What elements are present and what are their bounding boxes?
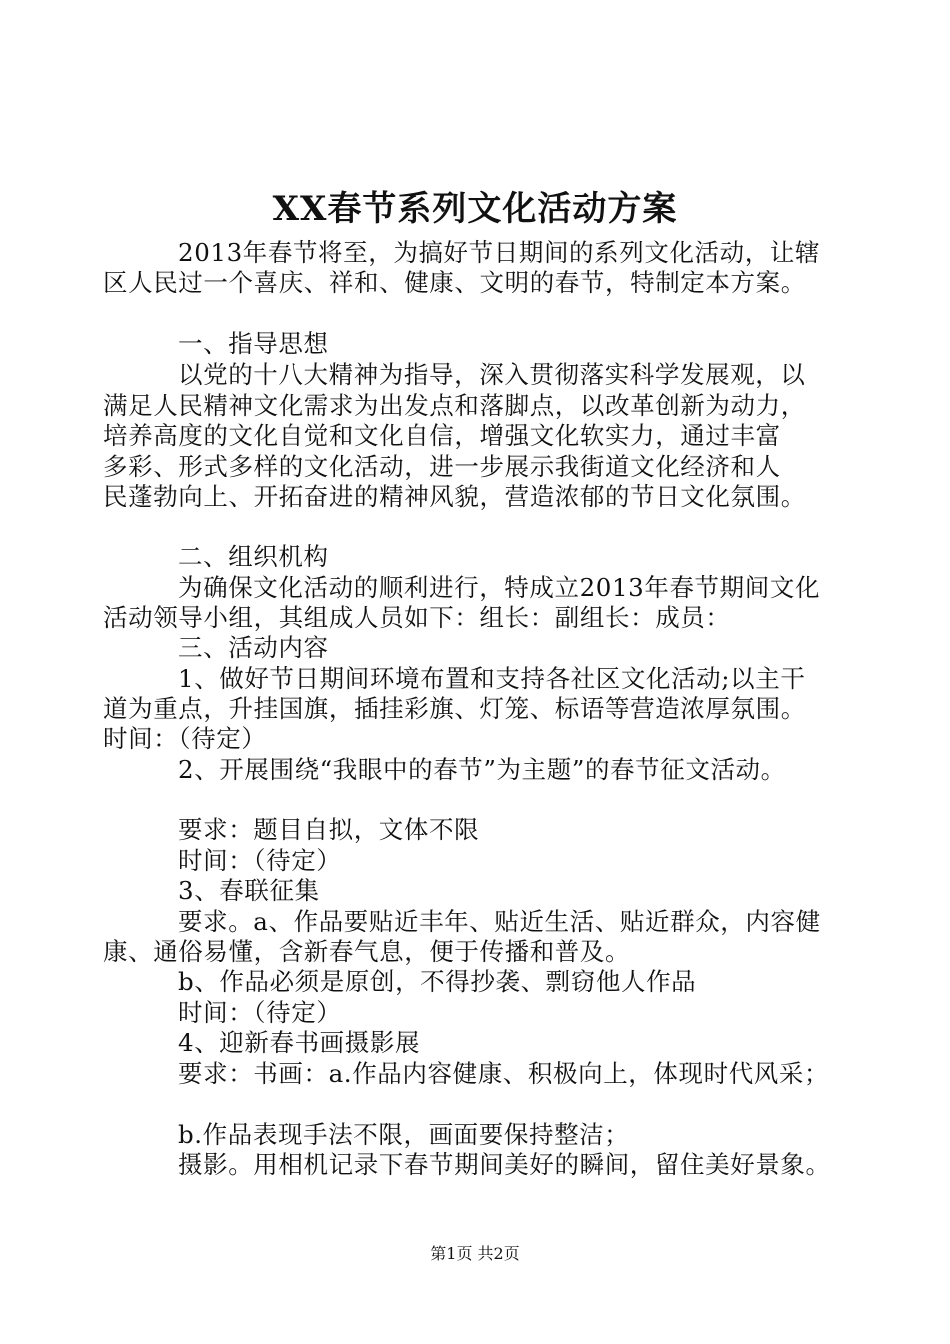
paragraph-line: 活动领导小组，其组成人员如下：组长：副组长：成员： bbox=[103, 603, 731, 632]
paragraph-line: 摄影。用相机记录下春节期间美好的瞬间，留住美好景象。 bbox=[178, 1150, 831, 1179]
paragraph-line: 为确保文化活动的顺利进行，特成立2013年春节期间文化 bbox=[178, 573, 821, 602]
paragraph-line: 要求。a、作品要贴近丰年、贴近生活、贴近群众，内容健 bbox=[178, 907, 821, 936]
section-heading: 三、活动内容 bbox=[178, 633, 329, 662]
section-heading: 二、组织机构 bbox=[178, 542, 329, 571]
paragraph-line: 康、通俗易懂，含新春气息，便于传播和普及。 bbox=[103, 937, 631, 966]
paragraph-line: 以党的十八大精神为指导，深入贯彻落实科学发展观，以 bbox=[178, 360, 806, 389]
paragraph-line: 时间：（待定） bbox=[178, 998, 342, 1027]
paragraph-line: 培养高度的文化自觉和文化自信，增强文化软实力，通过丰富 bbox=[103, 421, 781, 450]
paragraph-line: 1、做好节日期间环境布置和支持各社区文化活动;以主干 bbox=[178, 664, 806, 693]
page-footer: 第1页 共2页 bbox=[430, 1244, 520, 1263]
paragraph-line: 时间：（待定） bbox=[103, 724, 267, 753]
paragraph-line: b、作品必须是原创，不得抄袭、剽窃他人作品 bbox=[178, 967, 697, 996]
paragraph-line: 要求：书画：a.作品内容健康、积极向上，体现时代风采； bbox=[178, 1059, 830, 1088]
paragraph-line: 民蓬勃向上、开拓奋进的精神风貌，营造浓郁的节日文化氛围。 bbox=[103, 482, 806, 511]
document-title: XX春节系列文化活动方案 bbox=[272, 189, 678, 229]
paragraph-line: 3、春联征集 bbox=[178, 876, 320, 905]
section-heading: 一、指导思想 bbox=[178, 329, 329, 358]
paragraph-line: 道为重点，升挂国旗，插挂彩旗、灯笼、标语等营造浓厚氛围。 bbox=[103, 694, 806, 723]
paragraph-line: 2、开展围绕“我眼中的春节”为主题”的春节征文活动。 bbox=[178, 755, 786, 784]
paragraph-line: b.作品表现手法不限，画面要保持整洁； bbox=[178, 1120, 630, 1149]
paragraph-line: 多彩、形式多样的文化活动，进一步展示我街道文化经济和人 bbox=[103, 452, 781, 481]
paragraph-line: 满足人民精神文化需求为出发点和落脚点，以改革创新为动力， bbox=[103, 391, 806, 420]
paragraph-line: 要求：题目自拟，文体不限 bbox=[178, 815, 480, 844]
paragraph-line: 区人民过一个喜庆、祥和、健康、文明的春节，特制定本方案。 bbox=[103, 268, 806, 297]
paragraph-line: 时间：（待定） bbox=[178, 846, 342, 875]
paragraph-line: 2013年春节将至，为搞好节日期间的系列文化活动，让辖 bbox=[178, 238, 821, 267]
paragraph-line: 4、迎新春书画摄影展 bbox=[178, 1028, 421, 1057]
